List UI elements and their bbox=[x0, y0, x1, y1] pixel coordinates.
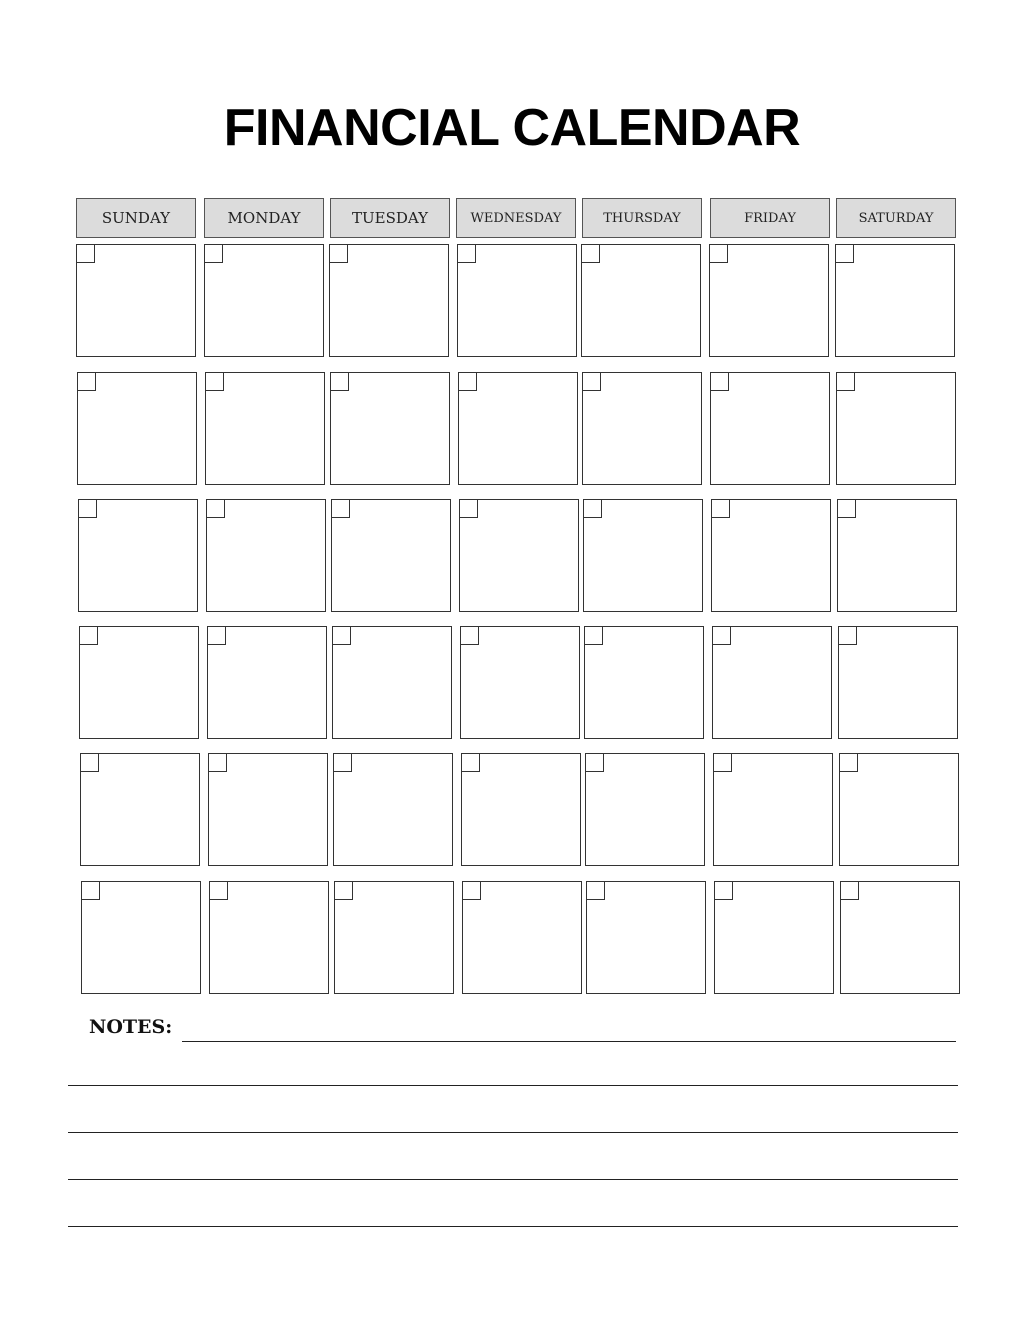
notes-line[interactable] bbox=[182, 1041, 956, 1042]
notes-line[interactable] bbox=[68, 1226, 958, 1227]
day-checkbox[interactable] bbox=[458, 372, 477, 391]
day-checkbox[interactable] bbox=[584, 626, 603, 645]
day-checkbox[interactable] bbox=[460, 626, 479, 645]
day-cell[interactable] bbox=[208, 753, 328, 866]
day-cell[interactable] bbox=[206, 499, 326, 612]
day-checkbox[interactable] bbox=[204, 244, 223, 263]
day-cell[interactable] bbox=[712, 626, 832, 739]
day-checkbox[interactable] bbox=[457, 244, 476, 263]
day-checkbox[interactable] bbox=[585, 753, 604, 772]
day-checkbox[interactable] bbox=[836, 372, 855, 391]
day-checkbox[interactable] bbox=[710, 372, 729, 391]
day-checkbox[interactable] bbox=[583, 499, 602, 518]
day-cell[interactable] bbox=[78, 499, 198, 612]
weekday-saturday: SATURDAY bbox=[836, 198, 956, 238]
day-checkbox[interactable] bbox=[582, 372, 601, 391]
day-checkbox[interactable] bbox=[461, 753, 480, 772]
day-checkbox[interactable] bbox=[208, 753, 227, 772]
day-cell[interactable] bbox=[457, 244, 577, 357]
day-cell[interactable] bbox=[458, 372, 578, 485]
day-cell[interactable] bbox=[840, 881, 960, 994]
day-cell[interactable] bbox=[205, 372, 325, 485]
day-checkbox[interactable] bbox=[586, 881, 605, 900]
day-cell[interactable] bbox=[838, 626, 958, 739]
notes-line[interactable] bbox=[68, 1132, 958, 1133]
calendar-grid bbox=[76, 244, 964, 996]
day-checkbox[interactable] bbox=[79, 626, 98, 645]
day-cell[interactable] bbox=[80, 753, 200, 866]
day-cell[interactable] bbox=[79, 626, 199, 739]
notes-line[interactable] bbox=[68, 1179, 958, 1180]
day-checkbox[interactable] bbox=[209, 881, 228, 900]
day-cell[interactable] bbox=[711, 499, 831, 612]
day-checkbox[interactable] bbox=[709, 244, 728, 263]
day-checkbox[interactable] bbox=[837, 499, 856, 518]
day-cell[interactable] bbox=[76, 244, 196, 357]
day-cell[interactable] bbox=[462, 881, 582, 994]
day-cell[interactable] bbox=[713, 753, 833, 866]
day-checkbox[interactable] bbox=[714, 881, 733, 900]
day-cell[interactable] bbox=[584, 626, 704, 739]
day-cell[interactable] bbox=[581, 244, 701, 357]
day-checkbox[interactable] bbox=[205, 372, 224, 391]
page-title: FINANCIAL CALENDAR bbox=[223, 99, 801, 157]
day-cell[interactable] bbox=[839, 753, 959, 866]
day-cell[interactable] bbox=[334, 881, 454, 994]
day-checkbox[interactable] bbox=[206, 499, 225, 518]
day-checkbox[interactable] bbox=[333, 753, 352, 772]
day-checkbox[interactable] bbox=[81, 881, 100, 900]
day-checkbox[interactable] bbox=[332, 626, 351, 645]
day-checkbox[interactable] bbox=[78, 499, 97, 518]
notes-label: NOTES: bbox=[89, 1016, 173, 1038]
day-checkbox[interactable] bbox=[329, 244, 348, 263]
day-checkbox[interactable] bbox=[839, 753, 858, 772]
day-cell[interactable] bbox=[714, 881, 834, 994]
day-cell[interactable] bbox=[461, 753, 581, 866]
day-cell[interactable] bbox=[332, 626, 452, 739]
day-cell[interactable] bbox=[333, 753, 453, 866]
day-checkbox[interactable] bbox=[80, 753, 99, 772]
day-checkbox[interactable] bbox=[838, 626, 857, 645]
weekday-monday: MONDAY bbox=[204, 198, 324, 238]
day-checkbox[interactable] bbox=[77, 372, 96, 391]
day-checkbox[interactable] bbox=[76, 244, 95, 263]
weekday-friday: FRIDAY bbox=[710, 198, 830, 238]
notes-line[interactable] bbox=[68, 1085, 958, 1086]
weekday-thursday: THURSDAY bbox=[582, 198, 702, 238]
day-checkbox[interactable] bbox=[330, 372, 349, 391]
day-checkbox[interactable] bbox=[334, 881, 353, 900]
day-cell[interactable] bbox=[836, 372, 956, 485]
day-checkbox[interactable] bbox=[835, 244, 854, 263]
day-cell[interactable] bbox=[460, 626, 580, 739]
day-cell[interactable] bbox=[459, 499, 579, 612]
day-cell[interactable] bbox=[81, 881, 201, 994]
day-cell[interactable] bbox=[835, 244, 955, 357]
day-cell[interactable] bbox=[583, 499, 703, 612]
day-checkbox[interactable] bbox=[711, 499, 730, 518]
day-cell[interactable] bbox=[207, 626, 327, 739]
day-cell[interactable] bbox=[837, 499, 957, 612]
day-checkbox[interactable] bbox=[459, 499, 478, 518]
day-cell[interactable] bbox=[710, 372, 830, 485]
day-checkbox[interactable] bbox=[713, 753, 732, 772]
day-cell[interactable] bbox=[204, 244, 324, 357]
day-checkbox[interactable] bbox=[462, 881, 481, 900]
day-cell[interactable] bbox=[585, 753, 705, 866]
day-cell[interactable] bbox=[709, 244, 829, 357]
day-cell[interactable] bbox=[329, 244, 449, 357]
day-checkbox[interactable] bbox=[581, 244, 600, 263]
day-checkbox[interactable] bbox=[207, 626, 226, 645]
weekday-tuesday: TUESDAY bbox=[330, 198, 450, 238]
weekday-header-row bbox=[76, 198, 960, 240]
weekday-wednesday: WEDNESDAY bbox=[456, 198, 576, 238]
day-cell[interactable] bbox=[331, 499, 451, 612]
day-cell[interactable] bbox=[77, 372, 197, 485]
day-checkbox[interactable] bbox=[712, 626, 731, 645]
day-cell[interactable] bbox=[209, 881, 329, 994]
weekday-sunday: SUNDAY bbox=[76, 198, 196, 238]
day-checkbox[interactable] bbox=[331, 499, 350, 518]
day-checkbox[interactable] bbox=[840, 881, 859, 900]
day-cell[interactable] bbox=[586, 881, 706, 994]
day-cell[interactable] bbox=[582, 372, 702, 485]
day-cell[interactable] bbox=[330, 372, 450, 485]
